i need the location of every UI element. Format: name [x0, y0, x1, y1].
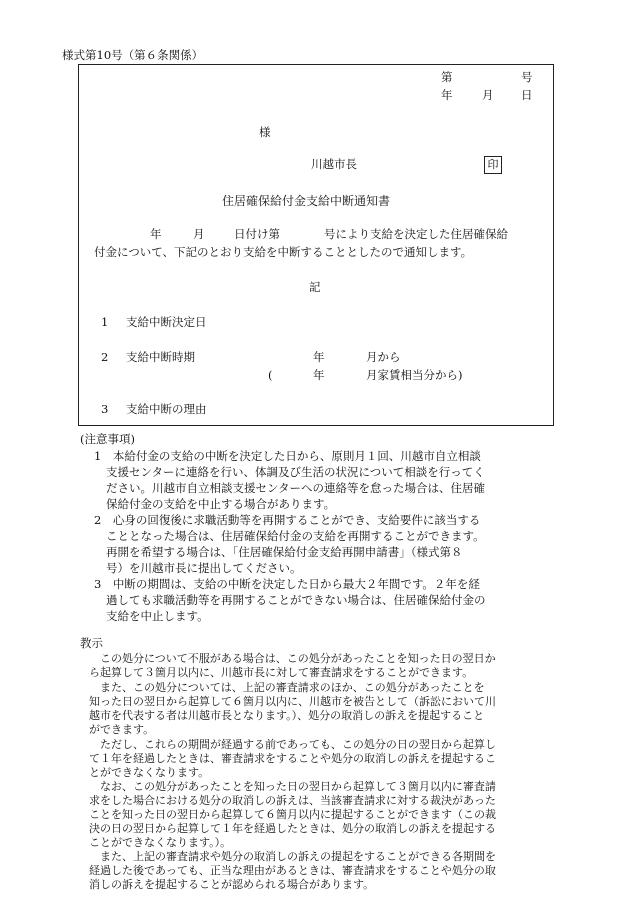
notes-line: ださい。川越市自立相談支援センターへの連絡等を怠った場合は、住居確 [106, 481, 486, 495]
kyoji-line: この処分について不服がある場合は、この処分があったことを知った日の翌日か [100, 652, 496, 665]
item-1-label: 支給中断決定日 [126, 315, 207, 329]
kyoji-line: 決の日の翌日から起算して１年を経過したときは、処分の取消しの訴えを提起する [89, 822, 496, 835]
kyoji-line: ことができなくなります。）。 [89, 836, 232, 849]
body-line-2: 付金について、下記のとおり支給を中断することとしたので通知します。 [94, 245, 473, 259]
kyoji-heading: 教示 [80, 636, 103, 650]
notes-line: 2 心身の回復後に求職活動等を再開することができ、支給要件に該当する [94, 513, 481, 527]
ki-heading: 記 [309, 280, 321, 294]
kyoji-line: ことを知った日の翌日から起算して６箇月以内に提起することができます（この裁 [89, 808, 496, 821]
item-2-month-from: 月から [366, 350, 401, 364]
kyoji-line: 知った日の翌日から起算して６箇月以内に、川越市を被告として（訴訟において川 [89, 695, 496, 708]
recipient-honorific: 様 [259, 125, 271, 139]
notes-line: 支給を中止します。 [106, 609, 209, 623]
kyoji-line: ら起算して３箇月以内に、川越市長に対して審査請求をすることができます。 [89, 666, 474, 679]
form-number-label: 様式第10号（第６条関係） [62, 48, 204, 62]
kyoji-line: ただし、これらの期間が経過する前であっても、この処分の日の翌日から起算し [100, 738, 496, 751]
kyoji-line: なお、この処分があったことを知った日の翌日から起算して３箇月以内に審査請 [100, 780, 496, 793]
date-year-label: 年 [441, 88, 453, 102]
kyoji-line: 求をした場合における処分の取消しの訴えは、当該審査請求に対する裁決があった [89, 794, 496, 807]
item-2-label: 支給中断時期 [126, 350, 195, 364]
item-1-number: 1 [101, 315, 109, 329]
item-2-paren-open: ( [268, 368, 273, 382]
notes-line: 号）を川越市長に提出してください。 [106, 561, 302, 575]
kyoji-line: ができます。 [89, 723, 155, 736]
kyoji-line: また、この処分については、上記の審査請求のほか、この処分があったことを [100, 681, 485, 694]
kyoji-line: 経過した後であっても、正当な理由があるときは、審査請求をすることや処分の取 [89, 864, 496, 877]
notes-heading: (注意事項) [80, 432, 135, 446]
body-line-1-rest: 号により支給を決定した住居確保給 [324, 227, 508, 241]
kyoji-line: とができなくなります。 [89, 766, 210, 779]
seal-mark: 印 [484, 156, 502, 174]
notes-line: 保給付金の支給を中止する場合があります。 [106, 497, 336, 511]
item-2-rent-from: 月家賃相当分から) [366, 368, 463, 382]
date-month-label: 月 [482, 88, 494, 102]
item-2-number: 2 [101, 350, 109, 364]
item-2-year: 年 [313, 350, 325, 364]
item-3-label: 支給中断の理由 [126, 402, 207, 416]
kyoji-line: 越市を代表する者は川越市長となります。）、処分の取消しの訴えを提起すること [89, 709, 485, 722]
document-number-prefix: 第 [441, 70, 453, 84]
notes-line: 3 中断の期間は、支給の中断を決定した日から最大２年間です。２年を経 [94, 577, 480, 591]
body-month: 月 [193, 227, 205, 241]
notes-line: 支援センターに連絡を行い、体調及び生活の状況について相談を行ってく [106, 465, 485, 479]
date-day-label: 日 [521, 88, 533, 102]
notes-line: 再開を希望する場合は、「住居確保給付金支給再開申請書」（様式第８ [106, 545, 463, 559]
kyoji-line: て１年を経過したときは、審査請求をすることや処分の取消しの訴えを提起するこ [89, 752, 496, 765]
notes-line: 1 本給付金の支給の中断を決定した日から、原則月１回、川越市自立相談 [94, 449, 481, 463]
item-2-year-2: 年 [313, 368, 325, 382]
kyoji-line: また、上記の審査請求や処分の取消しの訴えの提起をすることができる各期間を [100, 850, 496, 863]
body-date-number: 日付け第 [234, 227, 280, 241]
body-year: 年 [150, 227, 162, 241]
document-number-suffix: 号 [521, 70, 533, 84]
document-title: 住居確保給付金支給中断通知書 [222, 194, 391, 208]
notes-line: 過しても求職活動等を再開することができない場合は、住居確保給付金の [106, 593, 486, 607]
item-3-number: 3 [101, 402, 109, 416]
kyoji-line: 消しの訴えを提起することが認められる場合があります。 [89, 878, 375, 891]
notes-line: こととなった場合は、住居確保給付金の支給を再開することができます。 [106, 529, 485, 543]
issuer-name: 川越市長 [311, 157, 357, 171]
